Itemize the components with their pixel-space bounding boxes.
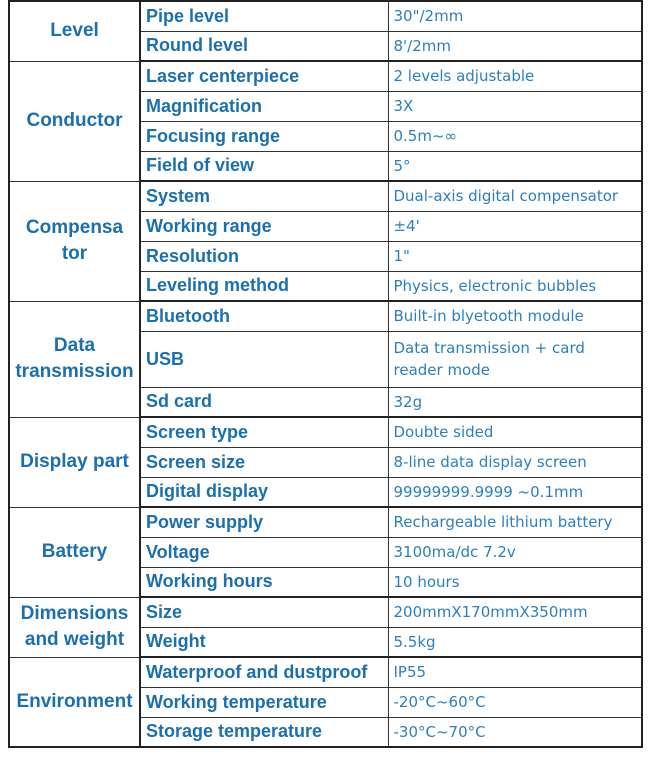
spec-value: ±4': [388, 211, 642, 241]
spec-label: Storage temperature: [140, 717, 388, 747]
spec-label: System: [140, 181, 388, 211]
spec-value: 2 levels adjustable: [388, 61, 642, 91]
spec-value: 10 hours: [388, 567, 642, 597]
spec-label: Working temperature: [140, 687, 388, 717]
spec-value: -30°C~70°C: [388, 717, 642, 747]
spec-value: Built-in blyetooth module: [388, 301, 642, 331]
spec-row: [9, 417, 642, 447]
spec-value: 99999999.9999 ~0.1mm: [388, 477, 642, 507]
category-cell: Display part: [9, 417, 140, 507]
spec-value: 3100ma/dc 7.2v: [388, 537, 642, 567]
spec-row: [9, 181, 642, 211]
category-cell: Dimensions and weight: [9, 597, 140, 657]
spec-row: [9, 1, 642, 31]
spec-label: Screen size: [140, 447, 388, 477]
spec-value: IP55: [388, 657, 642, 687]
category-cell: Compensa tor: [9, 181, 140, 301]
spec-value: Dual-axis digital compensator: [388, 181, 642, 211]
spec-value: -20°C~60°C: [388, 687, 642, 717]
spec-label: Digital display: [140, 477, 388, 507]
spec-row: [9, 507, 642, 537]
spec-row: [9, 301, 642, 331]
spec-label: Bluetooth: [140, 301, 388, 331]
spec-label: Resolution: [140, 241, 388, 271]
category-cell: Environment: [9, 657, 140, 747]
spec-label: Magnification: [140, 91, 388, 121]
spec-label: Pipe level: [140, 1, 388, 31]
spec-label: Field of view: [140, 151, 388, 181]
category-cell: Conductor: [9, 61, 140, 181]
spec-label: Laser centerpiece: [140, 61, 388, 91]
spec-label: Screen type: [140, 417, 388, 447]
spec-row: [9, 657, 642, 687]
spec-value: 0.5m~∞: [388, 121, 642, 151]
spec-label: Size: [140, 597, 388, 627]
category-cell: Data transmission: [9, 301, 140, 417]
spec-value: 3X: [388, 91, 642, 121]
spec-label: Focusing range: [140, 121, 388, 151]
spec-value: Doubte sided: [388, 417, 642, 447]
spec-table-body: [9, 1, 642, 747]
spec-value: Data transmission + card reader mode: [388, 331, 642, 387]
spec-label: USB: [140, 331, 388, 387]
spec-value: 30"/2mm: [388, 1, 642, 31]
category-cell: Level: [9, 1, 140, 61]
spec-label: Weight: [140, 627, 388, 657]
spec-table: [8, 0, 643, 748]
spec-value: 5°: [388, 151, 642, 181]
spec-label: Working range: [140, 211, 388, 241]
spec-label: Power supply: [140, 507, 388, 537]
spec-label: Leveling method: [140, 271, 388, 301]
spec-label: Working hours: [140, 567, 388, 597]
spec-label: Round level: [140, 31, 388, 61]
spec-label: Voltage: [140, 537, 388, 567]
spec-value: 8-line data display screen: [388, 447, 642, 477]
spec-label: Waterproof and dustproof: [140, 657, 388, 687]
spec-value: 200mmX170mmX350mm: [388, 597, 642, 627]
spec-value: 32g: [388, 387, 642, 417]
spec-value: 5.5kg: [388, 627, 642, 657]
spec-value: Rechargeable lithium battery: [388, 507, 642, 537]
spec-value: 8'/2mm: [388, 31, 642, 61]
spec-label: Sd card: [140, 387, 388, 417]
category-cell: Battery: [9, 507, 140, 597]
spec-row: [9, 61, 642, 91]
spec-value: 1": [388, 241, 642, 271]
spec-value: Physics, electronic bubbles: [388, 271, 642, 301]
spec-row: [9, 597, 642, 627]
